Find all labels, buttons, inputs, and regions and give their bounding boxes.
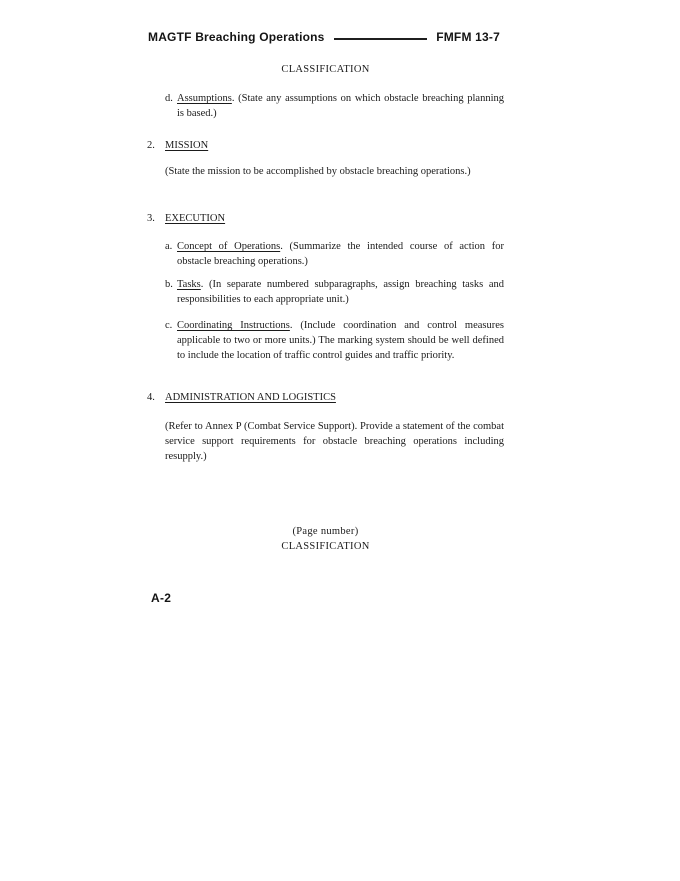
sub-item-tasks bbox=[165, 277, 504, 307]
page-label: A-2 bbox=[151, 591, 172, 605]
section-number: 4. bbox=[147, 392, 155, 403]
item-text: . (In separate numbered subparagraphs, assign breaching tasks and responsibilities to each appropriate unit.) bbox=[177, 279, 504, 305]
item-text: . (Summarize the intended course of action for obstacle breaching operations.) bbox=[177, 241, 504, 267]
page-number-note: (Page number) bbox=[292, 526, 359, 537]
classification-heading: CLASSIFICATION bbox=[281, 64, 370, 75]
section-title: MISSION bbox=[165, 140, 209, 151]
sub-item-coordinating-instructions bbox=[165, 318, 504, 363]
sub-item-assumptions bbox=[165, 91, 504, 121]
section-title: EXECUTION bbox=[165, 213, 226, 224]
section-heading-mission bbox=[147, 138, 208, 153]
item-letter: b. bbox=[165, 279, 173, 290]
mission-paragraph: (State the mission to be accomplished by obstacle breaching operations.) bbox=[165, 166, 471, 177]
administration-paragraph: (Refer to Annex P (Combat Service Support). Provide a statement of the combat service support requirements for obstacle breaching operations including resupply.) bbox=[165, 421, 504, 462]
section-heading-administration bbox=[147, 390, 336, 405]
item-text: . (State any assumptions on which obstacle breaching planning is based.) bbox=[177, 93, 504, 119]
item-term: Tasks bbox=[177, 279, 201, 290]
page-footer bbox=[147, 524, 504, 554]
item-letter: c. bbox=[165, 320, 173, 331]
header-divider-line bbox=[334, 38, 428, 40]
header-title-left: MAGTF Breaching Operations bbox=[148, 30, 325, 44]
document-header bbox=[148, 30, 500, 45]
section-number: 2. bbox=[147, 140, 155, 151]
section-number: 3. bbox=[147, 213, 155, 224]
sub-item-concept-of-operations bbox=[165, 239, 504, 269]
item-letter: d. bbox=[165, 93, 173, 104]
section-heading-execution bbox=[147, 211, 225, 226]
item-term: Coordinating Instructions bbox=[177, 320, 290, 331]
item-letter: a. bbox=[165, 241, 173, 252]
item-term: Assumptions bbox=[177, 93, 232, 104]
header-title-right: FMFM 13-7 bbox=[436, 30, 500, 44]
classification-footer: CLASSIFICATION bbox=[281, 541, 370, 552]
item-term: Concept of Operations bbox=[177, 241, 281, 252]
section-title: ADMINISTRATION AND LOGISTICS bbox=[165, 392, 336, 403]
item-text: . (Include coordination and control measures applicable to two or more units.) The marking system should be well defined to include the location of traffic control guides and traffic priority. bbox=[177, 320, 504, 361]
